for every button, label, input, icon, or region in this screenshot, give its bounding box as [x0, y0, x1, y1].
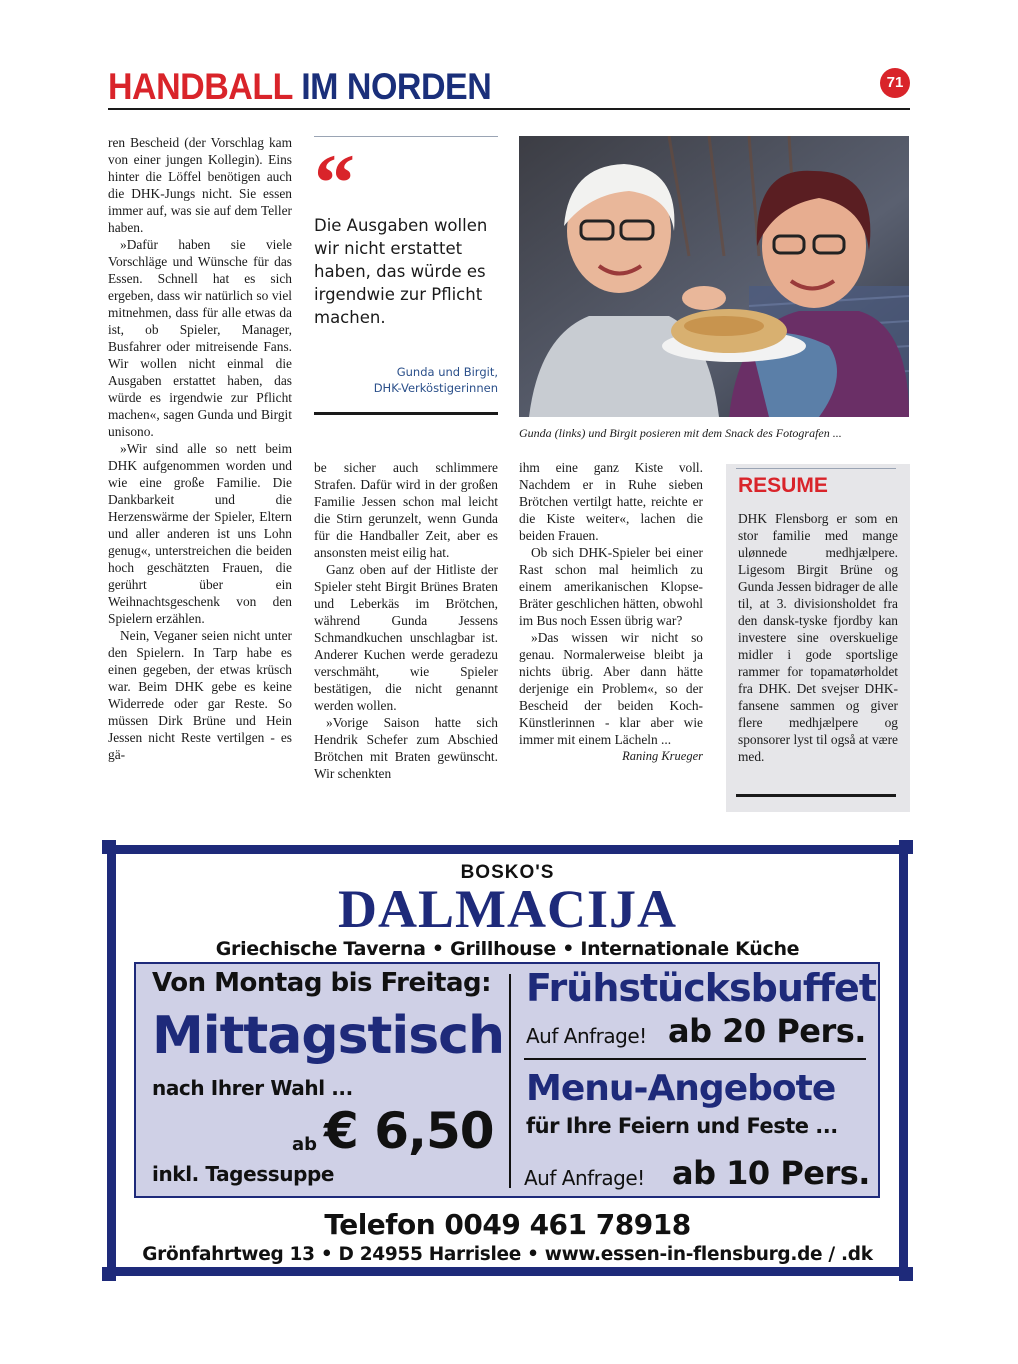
paragraph: »Wir sind alle so nett beim DHK aufgenommen worden und wie eine große Familie. Die Dankbarkeit und die Herzenswärme der Spieler, Eltern und aller anderen ist uns Lohn genug«, unterstreichen die beiden hoch geschätzten Frauen, die gerührt über ein Weihnachtsgeschenk von den Spielern erzählen.: [108, 441, 292, 626]
ad-corner-decoration: [102, 840, 116, 854]
section-title-part1: HANDBALL: [108, 66, 293, 108]
ad-breakfast-min-persons: ab 20 Pers.: [668, 1012, 866, 1050]
ad-request-note: Auf Anfrage!: [524, 1166, 645, 1190]
photo-caption: Gunda (links) und Birgit posieren mit dem Snack des Fotografen ...: [519, 426, 842, 440]
paragraph: »Das wissen wir nicht so genau. Normalerweise bleibt ja nichts übrig. Aber dann hätte derjenige ein Problem«, so der Bescheid der beiden Koch-Künstlerinnen - klar aber wie immer mit einem Lächeln ...: [519, 630, 703, 747]
paragraph: be sicher auch schlimmere Strafen. Dafür wird in der großen Familie Jessen schon mal leicht die Stirn gerunzelt, wenn Gunda für die Handballer Zeit, aber es ansonsten meist eilig hat.: [314, 460, 498, 560]
quote-author-name: Gunda und Birgit,: [396, 365, 498, 379]
section-title: [108, 66, 491, 109]
article-column-1: [108, 134, 292, 763]
quote-author: [374, 364, 498, 396]
paragraph: Ganz oben auf der Hitliste der Spieler steht Birgit Brünes Braten und Leberkäs im Brötchen, während Gunda Jessens Schmandkuchen unschlagbar ist. Anderer Kuchen werde geradezu verschmäht, wie Spieler bestätigen, die nicht genannt werden wollen.: [314, 562, 498, 713]
ad-price: € 6,50: [324, 1102, 494, 1160]
quote-author-role: DHK-Verköstigerinnen: [373, 381, 498, 395]
article-column-2: [314, 459, 498, 782]
ad-request-note: Auf Anfrage!: [526, 1024, 647, 1048]
article-author: Raning Krueger: [622, 749, 703, 763]
header-divider: [108, 108, 910, 110]
ad-corner-decoration: [899, 840, 913, 854]
paragraph: »Dafür haben sie viele Vorschläge und Wünsche für das Essen. Schnell hat es sich ergeben, dass wir natürlich so viel mitnehmen, dass für alle etwas da ist, ob Spieler, Manager, Busfahrer oder mitreisende Fans. Wir wollen nicht einmal die Ausgaben erstattet haben, das würde es irgendwie zur Pflicht machen«, sagen Gunda und Birgit unisono.: [108, 237, 292, 439]
ad-lunch-choice: nach Ihrer Wahl ...: [152, 1076, 353, 1100]
quote-mark-icon: “: [314, 137, 355, 228]
ad-horizontal-divider: [524, 1058, 866, 1060]
resume-top-rule: [736, 468, 896, 469]
paragraph: »Vorige Saison hatte sich Hendrik Schefer zum Abschied Brötchen mit Braten gewünscht. Wir schenkten: [314, 715, 498, 781]
ad-corner-decoration: [102, 1267, 116, 1281]
ad-soup-note: inkl. Tagessuppe: [152, 1162, 335, 1186]
ad-menu-title: Menu-Angebote: [526, 1068, 836, 1109]
ad-vertical-divider: [509, 974, 511, 1188]
page-header: [108, 66, 910, 110]
restaurant-advertisement: [107, 845, 908, 1276]
ad-breakfast-title: Frühstücksbuffet: [526, 966, 876, 1010]
ad-phone: Telefon 0049 461 78918: [324, 1208, 691, 1241]
ad-corner-decoration: [899, 1267, 913, 1281]
paragraph: ren Bescheid (der Vorschlag kam von einer jungen Kollegin). Eins hinter die Löffel benötigen auch die DHK-Jungs nicht. Sie essen immer auf, was sie auf dem Teller haben.: [108, 135, 292, 235]
page-number: 71: [880, 68, 910, 98]
paragraph: Ob sich DHK-Spieler bei einer Rast schon mal heimlich zu einem amerikanischen Klopse-Bräter geschlichen hätten, obwohl im Bus noch Essen übrig war?: [519, 545, 703, 628]
resume-text: DHK Flensborg er som en stor familie med mange ulønnede medhjælpere. Ligesom Birgit Brüne og Gunda Jessen bidrager de alle til, at 3. divisionsholdet fra den dansk-tyske fjordby kan investere sine overskuelige midler i gode sportslige rammer for topamatørholdet fra DHK. Det svejser DHK-fansene sammen og giver flere medhjælpere og sponsorer lyst til også at være med.: [738, 511, 898, 764]
pull-quote: [314, 134, 498, 416]
article-photo: [519, 136, 909, 417]
ad-menu-min-persons: ab 10 Pers.: [672, 1154, 870, 1192]
paragraph: ihm eine ganz Kiste voll. Nachdem er in Ruhe sieben Brötchen vertilgt hatte, reichte er die Kiste weiter«, lachen die beiden Frauen.: [519, 460, 703, 543]
ad-brand-logo: DALMACIJA: [338, 879, 677, 939]
quote-text: Die Ausgaben wollen wir nicht erstattet haben, das würde es irgendwie zur Pflicht machen.: [314, 216, 488, 327]
section-title-part2: IM NORDEN: [301, 66, 492, 108]
resume-title: RESUME: [738, 474, 828, 497]
resume-bottom-rule: [736, 794, 896, 797]
ad-price-prefix: ab: [292, 1134, 318, 1155]
article-column-3: [519, 459, 703, 765]
photo-illustration: [519, 136, 909, 417]
quote-bottom-rule: [314, 412, 498, 415]
resume-box: [726, 464, 910, 812]
ad-lunch-title: Mittagstisch: [152, 1006, 505, 1066]
ad-address: Grönfahrtweg 13 • D 24955 Harrislee • www.essen-in-flensburg.de / .dk: [142, 1244, 873, 1265]
ad-weekday-heading: Von Montag bis Freitag:: [152, 968, 492, 998]
ad-brand-prefix: BOSKO'S: [460, 862, 555, 883]
ad-tagline: Griechische Taverna • Grillhouse • Internationale Küche: [215, 938, 800, 960]
paragraph: Nein, Veganer seien nicht unter den Spielern. In Tarp habe es einen gegeben, der etwas krüsch war. Beim DHK gebe es keine Widerrede oder gar Reste. So müssen Dirk Brüne und Hein Jessen nicht Reste vertilgen - es gä-: [108, 628, 292, 762]
ad-offer-panel: [134, 962, 880, 1198]
ad-menu-occasion: für Ihre Feiern und Feste ...: [526, 1114, 838, 1138]
